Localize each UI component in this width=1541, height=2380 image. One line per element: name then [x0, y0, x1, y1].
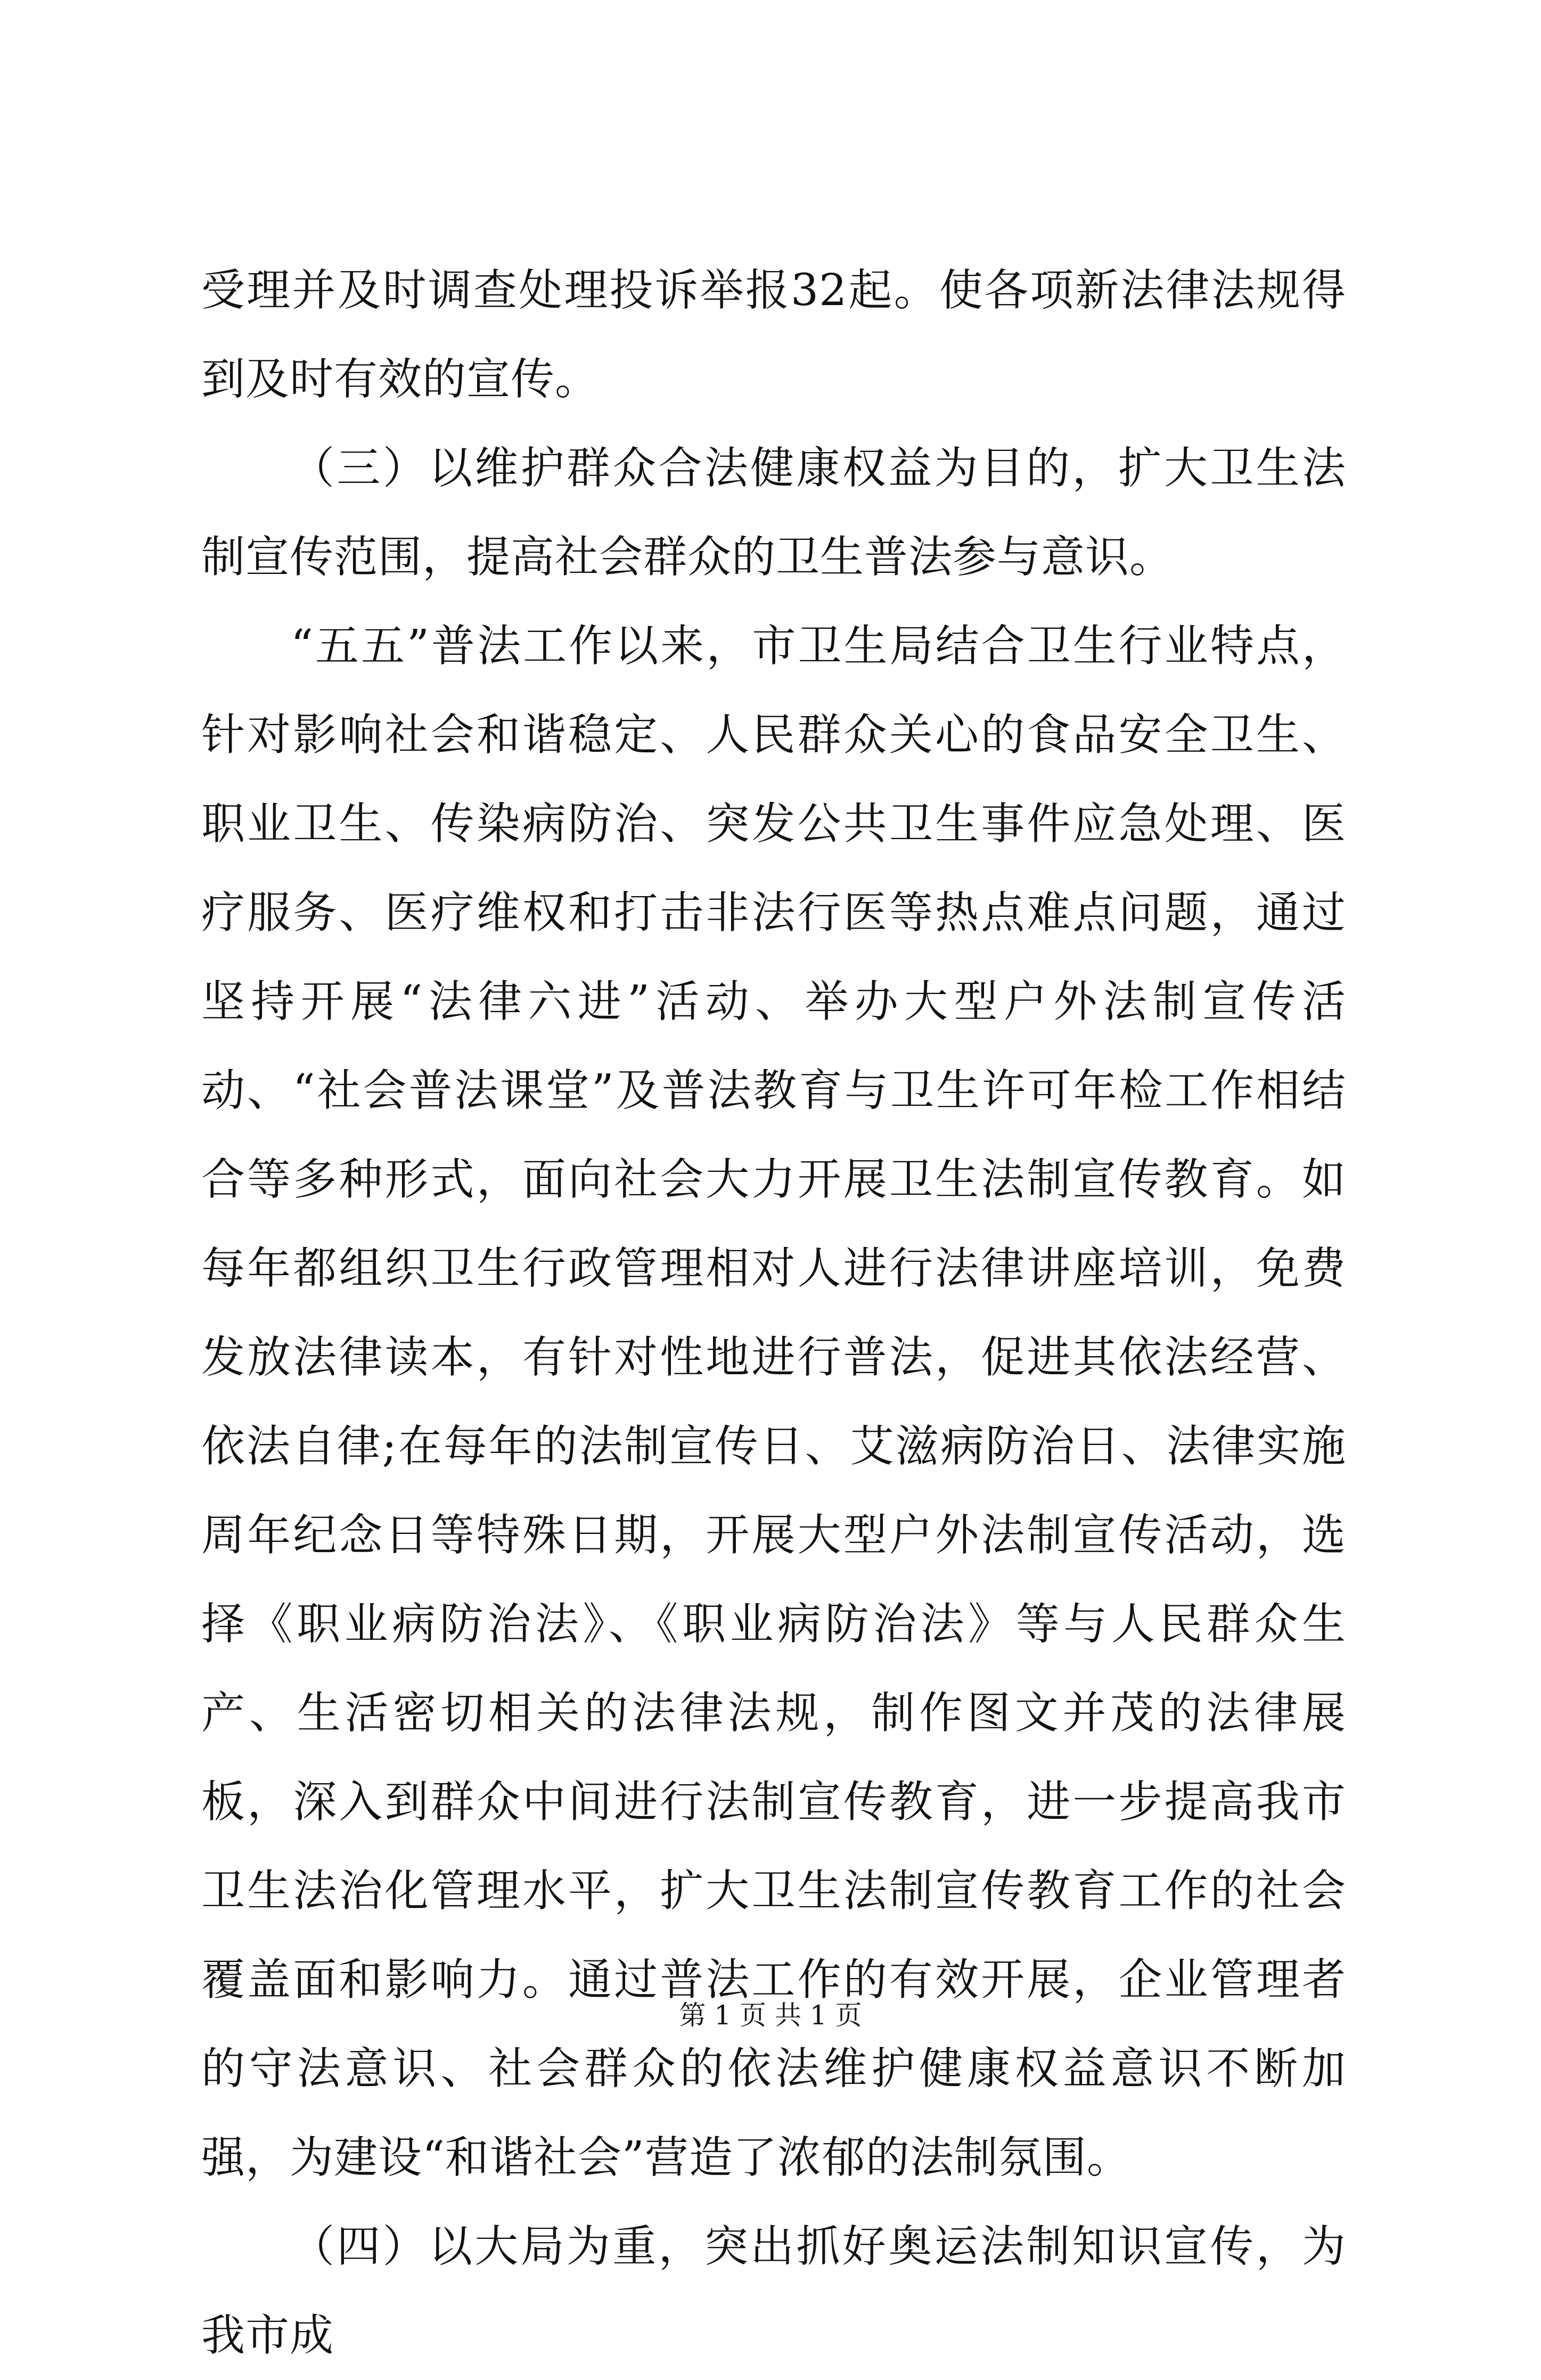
page-footer: 第 1 页 共 1 页	[679, 2000, 862, 2031]
document-body	[201, 246, 1346, 2380]
paragraph-wuwu-legal-education: “五五”普法工作以来，市卫生局结合卫生行业特点，针对影响社会和谐稳定、人民群众关心的食品安全卫生、职业卫生、传染病防治、突发公共卫生事件应急处理、医疗服务、医疗维权和打击非法行医等热点难点问题，通过坚持开展“法律六进”活动、举办大型户外法制宣传活动、“社会普法课堂”及普法教育与卫生许可年检工作相结合等多种形式，面向社会大力开展卫生法制宣传教育。如每年都组织卫生行政管理相对人进行法律讲座培训，免费发放法律读本，有针对性地进行普法，促进其依法经营、依法自律;在每年的法制宣传日、艾滋病防治日、法律实施周年纪念日等特殊日期，开展大型户外法制宣传活动，选择《职业病防治法》、《职业病防治法》等与人民群众生产、生活密切相关的法律法规，制作图文并茂的法律展板，深入到群众中间进行法制宣传教育，进一步提高我市卫生法治化管理水平，扩大卫生法制宣传教育工作的社会覆盖面和影响力。通过普法工作的有效开展，企业管理者的守法意识、社会群众的依法维护健康权益意识不断加强，为建设“和谐社会”营造了浓郁的法制氛围。	[201, 621, 1346, 2183]
paragraph-section-four-heading: （四）以大局为重，突出抓好奥运法制知识宣传，为我市成	[201, 2221, 1346, 2361]
paragraph-complaints: 受理并及时调查处理投诉举报32起。使各项新法律法规得到及时有效的宣传。	[201, 265, 1346, 405]
paragraph-section-three-heading: （三）以维护群众合法健康权益为目的，扩大卫生法制宣传范围，提高社会群众的卫生普法参与意识。	[201, 443, 1346, 582]
